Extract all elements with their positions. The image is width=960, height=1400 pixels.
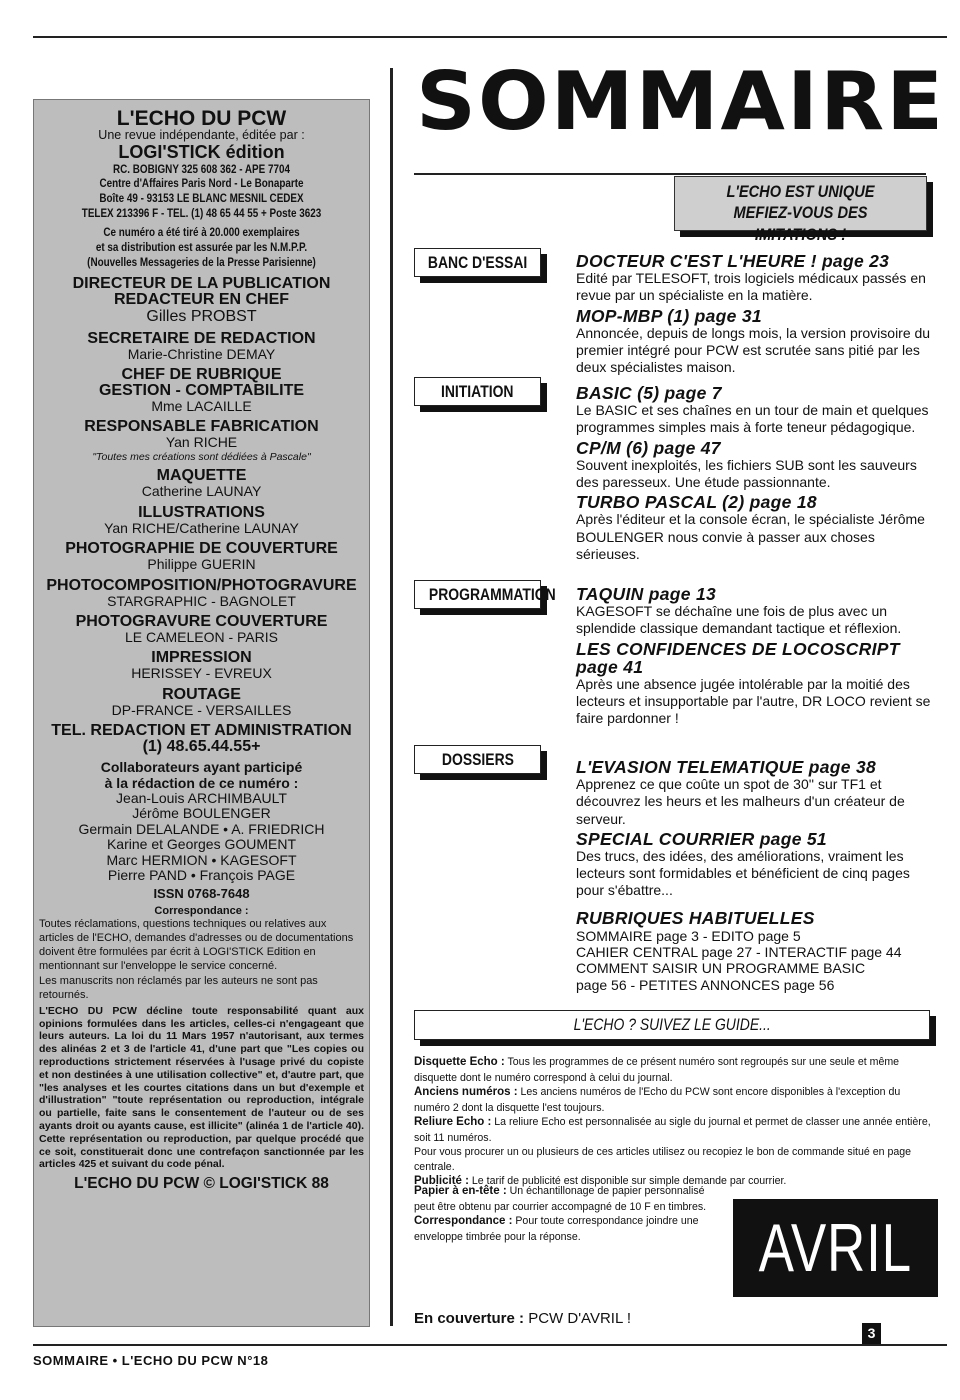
role-name-photogravure: LE CAMELEON - PARIS — [124, 629, 278, 646]
role-head-routage: ROUTAGE — [162, 685, 241, 703]
page-footer: SOMMAIRE • L'ECHO DU PCW N°18 — [33, 1353, 269, 1368]
role-name-tel: (1) 48.65.44.55+ — [142, 738, 261, 756]
role-name-fabrication: Yan RICHE — [165, 434, 238, 451]
vertical-rule — [390, 68, 393, 1326]
print-run-1: Ce numéro a été tiré à 20.000 exemplaires — [103, 227, 300, 240]
section-dossiers — [414, 745, 541, 774]
info-text: La reliure Echo est personnalisée au sigle du journal et permet de classer une année entière, soit 11 numéros. — [414, 1116, 931, 1144]
article-desc: Après l'éditeur et la console écran, le spécialiste Jérôme BOULENGER nous convie à passer aux choses sérieuses. — [576, 511, 925, 562]
article-title: RUBRIQUES HABITUELLES — [576, 908, 815, 929]
section-programmation — [414, 580, 556, 609]
articles-initiation — [576, 384, 938, 565]
month-badge — [733, 1199, 938, 1297]
article-desc: Des trucs, des idées, des améliorations, vraiment les lecteurs sont formidables et bénéficient de cinq pages pour s'ébattre... — [576, 847, 910, 899]
role-name-rubric: Mme LACAILLE — [151, 398, 252, 415]
article-desc: KAGESOFT se déchaîne une fois de plus avec un splendide classique demandant tactique et réflexion. — [576, 603, 902, 637]
info-label: Disquette Echo : — [414, 1056, 505, 1068]
article-title: DOCTEUR C'EST L'HEURE ! page 23 — [576, 251, 890, 271]
info-commande: Pour vous procurer un ou plusieurs de ces articles utilisez ou recopiez le bon de commande situé en page centrale. — [414, 1146, 912, 1173]
credits-subtitle: Une revue indépendante, éditée par : — [98, 128, 305, 142]
collab-head: Collaborateurs ayant participé à la rédaction de ce numéro : — [100, 759, 303, 791]
credits-publisher: LOGI'STICK édition — [118, 141, 285, 162]
info-papier — [414, 1184, 714, 1214]
collaborator: Jean-Louis ARCHIMBAULT — [116, 789, 287, 806]
rubrique-line: CAHIER CENTRAL page 27 - INTERACTIF page 44 — [576, 943, 902, 960]
cover-label: En couverture : — [414, 1310, 525, 1327]
issn: ISSN 0768-7648 — [153, 886, 250, 902]
info-anciens — [414, 1085, 938, 1115]
role-head-fabrication: RESPONSABLE FABRICATION — [84, 418, 319, 436]
role-name-photo-cover: Philippe GUERIN — [147, 556, 256, 573]
article-title: MOP-MBP (1) page 31 — [576, 305, 762, 326]
info-text: Le tarif de publicité est disponible sur simple demande par courrier. — [468, 1174, 787, 1187]
credits-address-2: Centre d'Affaires Paris Nord - Le Bonaparte — [99, 178, 304, 191]
article-title: TURBO PASCAL (2) page 18 — [576, 492, 817, 513]
collaborator: Karine et Georges GOUMENT — [106, 836, 297, 853]
article-desc: Souvent inexploités, les fichiers SUB sont les sauveurs des paresseux. Une étude passionnante. — [576, 456, 917, 490]
article-title: LES CONFIDENCES DE LOCOSCRIPT page 41 — [576, 638, 900, 677]
print-run-3: (Nouvelles Messageries de la Presse Parisienne) — [87, 257, 316, 270]
rubrique-line: SOMMAIRE page 3 - EDITO page 5 — [576, 927, 801, 944]
credits-address-3: Boîte 49 - 93153 LE BLANC MESNIL CEDEX — [99, 193, 304, 206]
collaborator: Germain DELALANDE • A. FRIEDRICH — [78, 820, 325, 837]
article-desc: Après une absence jugée intolérable par la moitié des lecteurs et insupportable par l'autre, DR LOCO revient se faire pardonner ! — [576, 676, 931, 727]
info-label: Anciens numéros : — [414, 1086, 518, 1099]
dedication: "Toutes mes créations sont dédiées à Pascale" — [92, 450, 311, 463]
section-initiation — [414, 377, 541, 406]
correspondence-head: Correspondance : — [154, 905, 249, 918]
info-correspondance — [414, 1214, 714, 1244]
credits-box — [33, 99, 370, 1327]
role-head-secretary: SECRETAIRE DE REDACTION — [87, 329, 316, 347]
credits-address-4: TELEX 213396 F - TEL. (1) 48 65 44 55 + Poste 3623 — [81, 208, 322, 221]
credits-footer: L'ECHO DU PCW © LOGI'STICK 88 — [74, 1175, 329, 1193]
role-head-photocompo: PHOTOCOMPOSITION/PHOTOGRAVURE — [46, 576, 357, 594]
collaborator: Pierre PAND • François PAGE — [107, 866, 296, 883]
article-desc: Le BASIC et ses chaînes en un tour de main et quelques programmes simples mais à forte teneur pédagogique. — [576, 402, 929, 436]
info-text: Tous les programmes de ce présent numéro sont regroupés sur une seule et même disquette dont le numéro correspond à celui du journal. — [414, 1056, 900, 1084]
role-head-maquette: MAQUETTE — [156, 467, 247, 485]
info-text: Un échantillonage de papier personnalisé peut être obtenu par courrier accompagné de 10 F en timbres. — [414, 1185, 707, 1213]
unique-line-2: MEFIEZ-VOUS DES IMITATIONS ! — [733, 203, 868, 244]
role-head-director: DIRECTEUR DE LA PUBLICATION REDACTEUR EN CHEF — [72, 275, 331, 309]
article-desc: Apprenez ce que coûte un spot de 30'' sur TF1 et découvrez les heurs et les malheurs d'un créateur de serveur. — [576, 776, 905, 827]
credits-title: L'ECHO DU PCW — [116, 107, 287, 130]
article-desc: Edité par TELESOFT, trois logiciels médicaux passés en revue par un spécialiste en la matière. — [576, 270, 926, 304]
info-label: Reliure Echo : — [414, 1116, 492, 1129]
info-label: Papier à en-tête : — [414, 1185, 507, 1197]
collaborator: Jérôme BOULENGER — [132, 805, 271, 822]
role-name-secretary: Marie-Christine DEMAY — [127, 345, 276, 362]
articles-programmation — [576, 585, 938, 730]
info-reliure — [414, 1115, 938, 1145]
info-disquette — [414, 1055, 938, 1085]
info-block — [414, 1055, 938, 1190]
role-head-impression: IMPRESSION — [151, 649, 252, 667]
article-title: CP/M (6) page 47 — [576, 437, 721, 458]
top-rule — [33, 36, 947, 38]
section-initiation-label: INITIATION — [441, 382, 514, 401]
articles-banc — [576, 252, 938, 378]
cover-line — [414, 1310, 631, 1327]
article-desc: Annoncée, depuis de longs mois, la version provisoire du premier intégré pour PCW est scrutée sans pitié par les deux spécialistes maison. — [576, 324, 931, 376]
articles-dossiers — [576, 758, 938, 993]
credits-address-1: RC. BOBIGNY 325 608 362 - APE 7704 — [112, 163, 290, 176]
role-head-tel: TEL. REDACTION ET ADMINISTRATION — [51, 722, 352, 740]
role-head-photo-cover: PHOTOGRAPHIE DE COUVERTURE — [65, 540, 338, 558]
role-head-photogravure: PHOTOGRAVURE COUVERTURE — [75, 613, 328, 631]
role-name-director: Gilles PROBST — [146, 308, 257, 326]
article-title: L'EVASION TELEMATIQUE page 38 — [576, 757, 877, 777]
correspondence-text: Toutes réclamations, questions techniques ou relatives aux articles de l'ECHO, demandes d'adresses ou de documentations doivent être formulées par écrit à LOGI'STICK Edition en mentionnant sur l'enveloppe le service concerné. — [39, 918, 354, 972]
legal-text: L'ECHO DU PCW décline toute responsabilité quant aux opinions formulées dans les articles, celles-ci n'engageant que leurs auteurs. La loi du 11 Mars 1957 n'autorisant, aux termes des alinéas 2 et 3 de l'article 41, d'une part que "Les copies ou reproductions strictement réservées à l'usage privé du copiste et non destinées à une utilisation collective" et, d'autre part, que "les analyses et les courtes citations dans un but d'exemple et d'illustration" "toute représentation ou reproduction, intégrale ou partielle, faite sans le consentement de l'auteur ou de ses ayants droit ou ayants cause, est illicite" (alinéa 1 de l'article 40). Cette représentation ou reproduction, par quelque procédé que ce soit, constituerait donc une contrefaçon sanctionnée par les articles 425 et suivant du code pénal. — [39, 1004, 364, 1171]
role-head-rubric: CHEF DE RUBRIQUE GESTION - COMPTABILITE — [98, 366, 305, 400]
page-number: 3 — [862, 1323, 881, 1344]
section-banc-essai — [414, 248, 541, 277]
role-name-routage: DP-FRANCE - VERSAILLES — [111, 701, 292, 718]
section-programmation-label: PROGRAMMATION — [428, 585, 556, 604]
guide-text: L'ECHO ? SUIVEZ LE GUIDE... — [573, 1015, 771, 1034]
bottom-rule — [33, 1344, 947, 1346]
info-text: Pour toute correspondance joindre une enveloppe timbrée pour la réponse. — [414, 1215, 699, 1243]
title-rule — [414, 173, 926, 175]
info-block-narrow — [414, 1184, 714, 1244]
section-banc-label: BANC D'ESSAI — [427, 253, 528, 272]
role-name-impression: HERISSEY - EVREUX — [131, 665, 272, 682]
article-title: SPECIAL COURRIER page 51 — [576, 828, 827, 849]
rubrique-line: page 56 - PETITES ANNONCES page 56 — [576, 976, 835, 993]
article-title: TAQUIN page 13 — [576, 584, 717, 604]
collaborator: Marc HERMION • KAGESOFT — [106, 851, 297, 868]
role-name-photocompo: STARGRAPHIC - BAGNOLET — [107, 592, 296, 609]
print-run-2: et sa distribution est assurée par les N.M.P.P. — [95, 242, 308, 255]
info-text: Les anciens numéros de l'Echo du PCW sont encore disponibles à l'exception du numéro 2 dont la disquette l'est toujours. — [414, 1086, 901, 1114]
info-label: Correspondance : — [414, 1215, 513, 1228]
info-label: Publicité : — [414, 1174, 469, 1187]
role-name-illustrations: Yan RICHE/Catherine LAUNAY — [104, 519, 299, 536]
section-dossiers-label: DOSSIERS — [441, 750, 514, 769]
article-title: BASIC (5) page 7 — [576, 383, 722, 403]
guide-banner — [414, 1010, 930, 1040]
role-head-illustrations: ILLUSTRATIONS — [138, 503, 265, 521]
rubrique-line: COMMENT SAISIR UN PROGRAMME BASIC — [576, 960, 866, 977]
unique-banner — [674, 176, 927, 244]
page-title: SOMMAIRE — [416, 55, 946, 148]
cover-text: PCW D'AVRIL ! — [524, 1310, 632, 1327]
unique-line-1: L'ECHO EST UNIQUE — [726, 182, 875, 201]
manuscripts-text: Les manuscrits non réclamés par les auteurs ne sont pas retournés. — [39, 975, 318, 1002]
role-name-maquette: Catherine LAUNAY — [141, 483, 262, 500]
month-text: AVRIL — [758, 1210, 913, 1286]
